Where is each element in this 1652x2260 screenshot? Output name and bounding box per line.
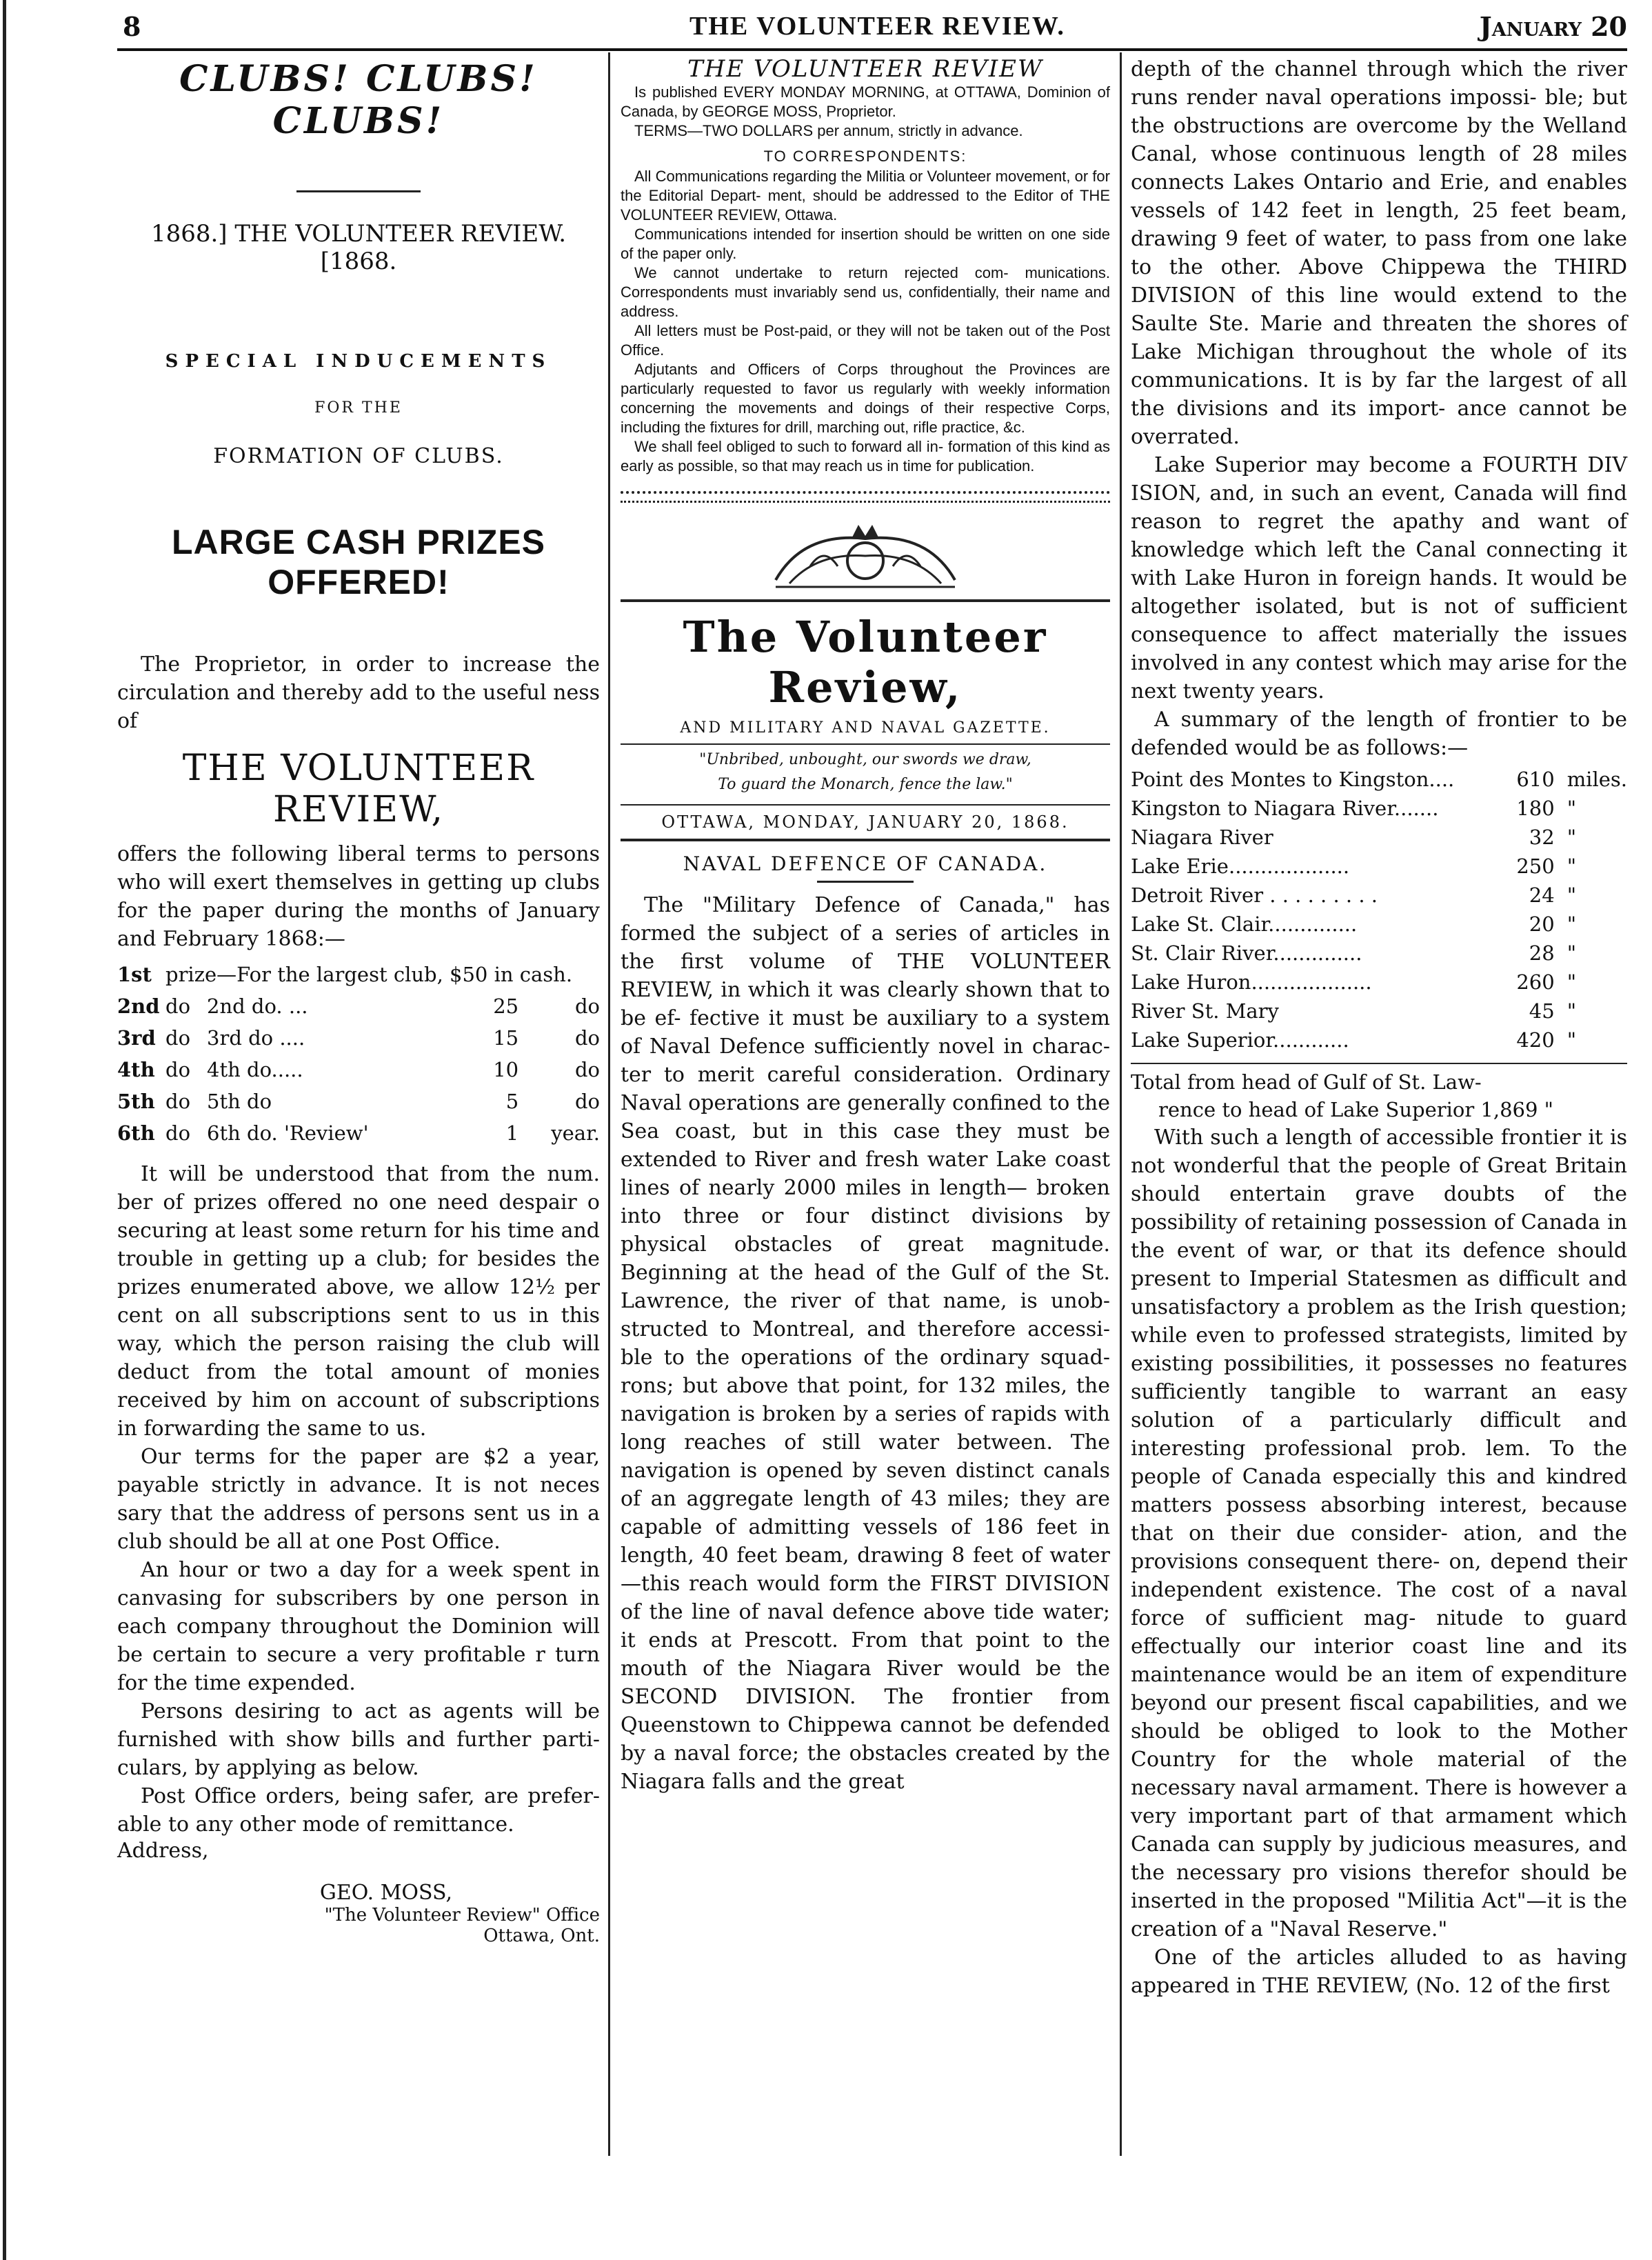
correspondents-note: All Communications regarding the Militia or Volunteer movement, or for the Editorial Depart- ment, should be addressed to the Editor of THE VOLUNTEER REVIEW, Ottawa. [621, 168, 1110, 223]
prize-row [117, 1086, 600, 1117]
frontier-miles: 20 [1529, 912, 1555, 936]
prize-row [117, 990, 600, 1022]
prize-row [117, 1117, 600, 1149]
frontier-miles: 180 [1516, 797, 1555, 820]
divider [296, 190, 421, 192]
masthead-rule [621, 804, 1110, 806]
address-label: Address, [117, 1839, 209, 1863]
body-paragraph: With such a length of accessible frontier it is not wonderful that the people of Great Britain should entertain grave doubts of the possibility of retaining possession of Canada in the event of war, or that its defence should present to Imperial Statesmen as difficult and unsatisfactory a problem as the Irish question; while even to professed strategists, limited by existing possibilities, it possesses no features sufficiently tangible to warrant an easy solution of a particularly difficult and interesting professional prob. lem. To the people of Canada especially this and kindred matters possess absorbing interest, because that on their due consider- ation, and the provisions consequent there- on, depend their independent existence. The cost of a naval force of sufficient mag- nitude to guard effectually our interior coast line and its maintenance would be an item of expenditure beyond our present fiscal capabilities, and we should be obliged to look to the Mother Country for the whole material of the necessary naval armament. There is however a very important part of that armament which Canada can supply by judicious measures, and the necessary pro visions therefor should be inserted in the proposed "Militia Act"—it is the creation of a "Naval Reserve." [1131, 1126, 1627, 1941]
frontier-unit: " [1567, 970, 1577, 994]
terms-notice: TERMS—TWO DOLLARS per annum, strictly in advance. [634, 122, 1023, 139]
frontier-unit: " [1567, 941, 1577, 965]
royal-crest-icon [762, 518, 969, 594]
prize-do: do [165, 1026, 191, 1050]
prize-amount: 1 [505, 1121, 519, 1145]
frontier-place: Niagara River [1131, 826, 1273, 849]
large-cash-heading: LARGE CASH PRIZES OFFERED! [171, 523, 546, 601]
prize-do: do [165, 1090, 191, 1113]
signature-office: "The Volunteer Review" Office [324, 1905, 600, 1926]
prize-desc: 2nd do. ... [207, 994, 308, 1018]
frontier-unit: miles. [1567, 768, 1627, 791]
body-paragraph: One of the articles alluded to as having appeared in THE REVIEW, (No. 12 of the first [1131, 1946, 1627, 1998]
article-title: NAVAL DEFENCE OF CANADA. [683, 852, 1048, 875]
prize-amount: 25 [493, 994, 519, 1018]
masthead-title: The Volunteer Review, [683, 612, 1048, 712]
prize-row [117, 1022, 600, 1054]
issue-date: January 20 [1479, 11, 1627, 42]
correspondents-note: We shall feel obliged to such to forward all in- formation of this kind as early as possible, so that may reach us in time for publication. [621, 438, 1110, 474]
body-paragraph: Persons desiring to act as agents will be furnished with show bills and further parti- culars, by applying as below. [117, 1699, 600, 1780]
body-paragraph: Lake Superior may become a FOURTH DIV ISION, and, in such an event, Canada will find reason to regret the apathy and want of knowledge which left the Canal connecting it with Lake Huron in foreign hands. It would be altogether isolated, but is not of sufficient consequence to affect materially the issues involved in any contest which may arise for the next twenty years. [1131, 453, 1627, 703]
dateline: OTTAWA, MONDAY, JANUARY 20, 1868. [661, 812, 1069, 832]
correspondents-note: All letters must be Post-paid, or they will not be taken out of the Post Office. [621, 322, 1110, 359]
body-paragraph: Post Office orders, being safer, are prefer- able to any other mode of remittance. [117, 1784, 600, 1837]
frontier-miles: 32 [1529, 826, 1555, 849]
frontier-row [1131, 765, 1627, 794]
clubs-heading: CLUBS! CLUBS! CLUBS! [179, 58, 538, 142]
frontier-place: Detroit River . . . . . . . . . [1131, 883, 1378, 907]
prize-unit: do [574, 1026, 600, 1050]
running-title: THE VOLUNTEER REVIEW. [689, 12, 1065, 41]
total-rule [1131, 1063, 1627, 1064]
body-paragraph: depth of the channel through which the river runs render naval operations impossi- ble; but the obstructions are overcome by the Welland Canal, whose continuous length of 28 miles connects Lakes Ontario and Erie, and enables vessels of 142 feet in length, 25 feet beam, drawing 9 feet of water, to pass from one lake to the other. Above Chippewa the THIRD DIVISION of this line would extend to the Saulte Ste. Marie and threaten the shores of Lake Michigan throughout the whole of its communications. It is by far the largest of all the divisions and its import- ance cannot be overrated. [1131, 57, 1627, 449]
frontier-row [1131, 852, 1627, 881]
frontier-row [1131, 794, 1627, 823]
frontier-unit: " [1567, 1028, 1577, 1052]
frontier-row [1131, 823, 1627, 852]
frontier-row [1131, 1026, 1627, 1054]
formation-of-clubs: FORMATION OF CLUBS. [213, 444, 504, 468]
correspondents-heading: TO CORRESPONDENTS: [763, 148, 967, 165]
prize-desc: 6th do. 'Review' [207, 1121, 369, 1145]
body-paragraph: Our terms for the paper are $2 a year, payable strictly in advance. It is not neces sary that the address of persons sent us in a club should be all at one Post Office. [117, 1445, 600, 1554]
prize-ordinal: 2nd [117, 994, 160, 1018]
prize-unit: year. [551, 1121, 600, 1145]
body-paragraph: A summary of the length of frontier to be defended would be as follows:— [1131, 708, 1627, 760]
publisher-heading: THE VOLUNTEER REVIEW [687, 55, 1043, 83]
body-paragraph: An hour or two a day for a week spent in canvasing for subscribers by one person in each company throughout the Dominion will be certain to secure a very profitable r turn for the time expended. [117, 1558, 600, 1695]
prize-do: do [165, 994, 191, 1018]
frontier-unit: " [1567, 883, 1577, 907]
special-inducements: SPECIAL INDUCEMENTS [165, 351, 552, 372]
frontier-place: Kingston to Niagara River....... [1131, 797, 1439, 820]
prize-label: prize—For the largest club, $50 in cash. [165, 963, 573, 986]
masthead-rule [621, 743, 1110, 745]
masthead-rule [621, 839, 1110, 841]
page-number: 8 [123, 11, 141, 42]
frontier-place: Lake Erie................... [1131, 854, 1350, 878]
prize-desc: 4th do..... [207, 1058, 303, 1081]
intro-paragraph: The Proprietor, in order to increase the circulation and thereby add to the useful ness of [117, 652, 600, 733]
frontier-unit: " [1567, 912, 1577, 936]
prize-row [117, 1054, 600, 1086]
correspondents-note: Communications intended for insertion should be written on one side of the paper only. [621, 226, 1110, 262]
for-the-label: FOR THE [314, 399, 403, 417]
prize-unit: do [574, 1058, 600, 1081]
prize-amount: 10 [493, 1058, 519, 1081]
header-rule [117, 48, 1627, 51]
prize-row [117, 959, 600, 990]
offers-paragraph: offers the following liberal terms to persons who will exert themselves in getting up clubs for the paper during the months of January and February 1868:— [117, 842, 600, 951]
frontier-row [1131, 939, 1627, 968]
prize-ordinal: 3rd [117, 1026, 156, 1050]
frontier-miles: 420 [1516, 1028, 1555, 1052]
frontier-miles: 45 [1529, 999, 1555, 1023]
prize-amount: 15 [493, 1026, 519, 1050]
frontier-miles: 24 [1529, 883, 1555, 907]
prize-unit: do [574, 1090, 600, 1113]
article-body: The "Military Defence of Canada," has formed the subject of a series of articles in the first volume of THE VOLUNTEER REVIEW, in which it was clearly shown that to be ef- fective it must be auxiliary to a system of Naval Defence sufficiently novel in charac- ter to merit careful consideration. Ordinary Naval operations are generally confined to the Sea coast, but in this case they must be extended to River and fresh water Lake coast lines of nearly 2000 miles in length— broken into three or four distinct divisions by physical obstacles of great magnitude. Beginning at the head of the Gulf of the St. Lawrence, the river of that name, is unob- structed to Montreal, and therefore accessi- ble to the operations of the ordinary squad- rons; but above that point, for 132 miles, the navigation is broken by a series of rapids with long reaches of still water between. The navigation is opened by seven distinct canals of an aggregate length of 43 miles; they are capable of admitting vessels of 186 feet in length, 40 feet beam, drawing 8 feet of water—this reach would form the FIRST DIVISION of the line of naval defence above tide water; it ends at Prescott. From that point to the mouth of the Niagara River would be the SECOND DIVISION. The frontier from Queenstown to Chippewa cannot be defended by a naval force; the obstacles created by the Niagara falls and the great [621, 893, 1110, 1794]
frontier-row [1131, 881, 1627, 910]
correspondents-note: Adjutants and Officers of Corps throughout the Provinces are particularly requested to favor us regularly with weekly information concerning the movements and doings of their respective Corps, including the fixtures for drill, marching out, rifle practice, &c. [621, 361, 1110, 436]
prize-ordinal: 1st [117, 963, 152, 986]
frontier-miles: 250 [1516, 854, 1555, 878]
column-3 [1131, 55, 1627, 2000]
frontier-total: rence to head of Lake Superior 1,869 " [1158, 1098, 1554, 1121]
volunteer-review-title: THE VOLUNTEER REVIEW, [182, 748, 535, 830]
binding-edge [3, 0, 6, 2260]
ornamental-rule [621, 491, 1110, 503]
frontier-miles: 260 [1516, 970, 1555, 994]
frontier-place: Lake Huron................... [1131, 970, 1372, 994]
column-1 [117, 55, 600, 1946]
frontier-unit: " [1567, 854, 1577, 878]
column-2 [621, 55, 1110, 1796]
prize-table [117, 959, 600, 1149]
divider [817, 881, 914, 883]
signature-city: Ottawa, Ont. [483, 1926, 600, 1946]
frontier-place: Lake St. Clair.............. [1131, 912, 1358, 936]
motto-line: "Unbribed, unbought, our swords we draw, [699, 751, 1031, 768]
prize-do: do [165, 1121, 191, 1145]
year-line: 1868.] THE VOLUNTEER REVIEW. [1868. [150, 220, 567, 275]
frontier-place: Lake Superior............ [1131, 1028, 1349, 1052]
column-divider [608, 52, 610, 2156]
prize-amount: 5 [505, 1090, 519, 1113]
frontier-row [1131, 997, 1627, 1026]
column-divider [1120, 52, 1122, 2156]
masthead-subtitle: AND MILITARY AND NAVAL GAZETTE. [680, 719, 1051, 737]
frontier-total: Total from head of Gulf of St. Law- [1131, 1070, 1482, 1094]
prize-desc: 3rd do .... [207, 1026, 305, 1050]
prize-do: do [165, 1058, 191, 1081]
frontier-unit: " [1567, 826, 1577, 849]
frontier-table [1131, 765, 1627, 1054]
prize-ordinal: 4th [117, 1058, 155, 1081]
prize-unit: do [574, 994, 600, 1018]
frontier-place: St. Clair River.............. [1131, 941, 1362, 965]
frontier-row [1131, 910, 1627, 939]
prize-ordinal: 6th [117, 1121, 155, 1145]
frontier-row [1131, 968, 1627, 997]
correspondents-note: We cannot undertake to return rejected com- munications. Correspondents must invariably send us, confidentially, their name and address. [621, 264, 1110, 320]
prize-ordinal: 5th [117, 1090, 155, 1113]
frontier-place: Point des Montes to Kingston.... [1131, 768, 1455, 791]
prize-desc: 5th do [207, 1090, 272, 1113]
frontier-miles: 28 [1529, 941, 1555, 965]
frontier-miles: 610 [1516, 768, 1555, 791]
masthead-rule [621, 599, 1110, 602]
frontier-unit: " [1567, 797, 1577, 820]
published-notice: Is published EVERY MONDAY MORNING, at OTTAWA, Dominion of Canada, by GEORGE MOSS, Proprietor. [621, 83, 1110, 120]
frontier-place: River St. Mary [1131, 999, 1279, 1023]
frontier-unit: " [1567, 999, 1577, 1023]
motto-line: To guard the Monarch, fence the law." [718, 776, 1013, 793]
body-paragraph: It will be understood that from the num. ber of prizes offered no one need despair o securing at least some return for his time and trouble in getting up a club; for besides the prizes enumerated above, we allow 12½ per cent on all subscriptions sent to us in this way, which the person raising the club will deduct from the total amount of monies received by him on account of subscriptions in forwarding the same to us. [117, 1162, 600, 1441]
signature-name: GEO. MOSS, [319, 1881, 453, 1905]
